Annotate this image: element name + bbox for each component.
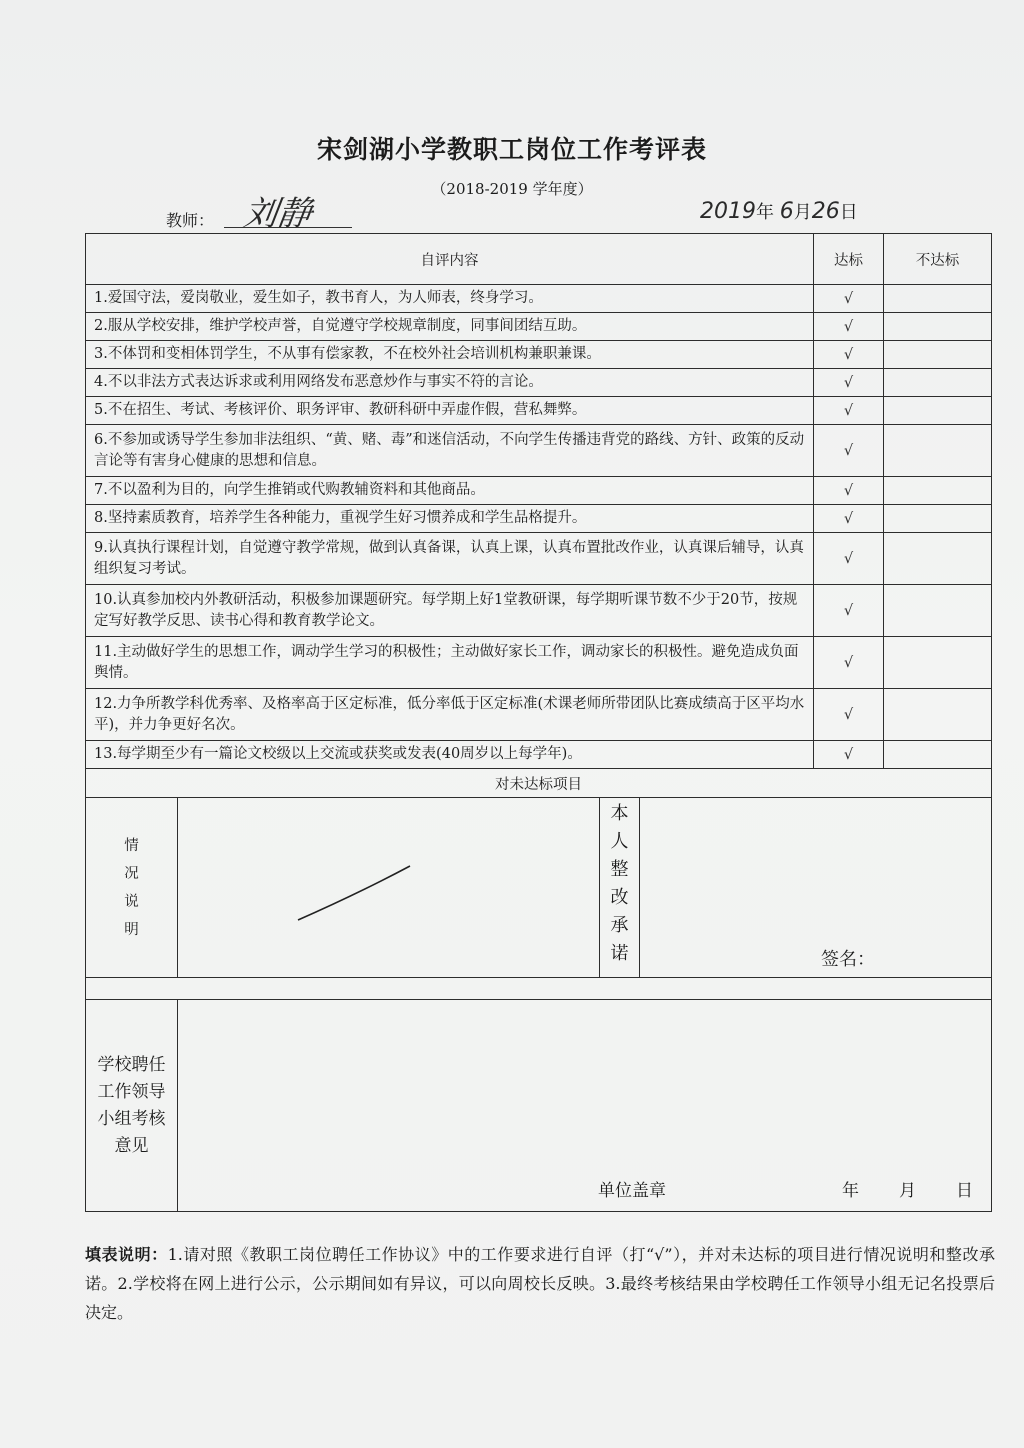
opinion-month: 月 bbox=[899, 1181, 916, 1201]
fail-cell bbox=[884, 477, 992, 505]
item-text: 5.不在招生、考试、考核评价、职务评审、教研科研中弄虚作假，营私舞弊。 bbox=[86, 397, 814, 425]
header-fail: 不达标 bbox=[884, 234, 992, 285]
date-year: 2019 bbox=[700, 199, 756, 224]
opinion-date bbox=[802, 1176, 973, 1201]
commitment-label-text: 本人整改承诺 bbox=[610, 803, 629, 964]
check-mark: √ bbox=[814, 585, 884, 637]
notes-text: 1.请对照《教职工岗位聘任工作协议》中的工作要求进行自评（打“√”），并对未达标的项目进行情况说明和整改承诺。2.学校将在网上进行公示，公示期间如有异议，可以向周校长反映。3.最终考核结果由学校聘任工作领导小组无记名投票后决定。 bbox=[85, 1245, 995, 1322]
school-year: （2018-2019 学年度） bbox=[431, 180, 593, 198]
situation-content bbox=[178, 798, 600, 978]
fail-cell bbox=[884, 313, 992, 341]
item-text: 6.不参加或诱导学生参加非法组织、“黄、赌、毒”和迷信活动，不向学生传播违背党的路线、方针、政策的反动言论等有害身心健康的思想和信息。 bbox=[86, 425, 814, 477]
fail-cell bbox=[884, 285, 992, 313]
table-row bbox=[86, 637, 992, 689]
table-row bbox=[86, 425, 992, 477]
form-title: 宋剑湖小学教职工岗位工作考评表 bbox=[316, 135, 707, 164]
notes-label: 填表说明： bbox=[85, 1245, 168, 1264]
opinion-day: 日 bbox=[956, 1181, 973, 1201]
commitment-label bbox=[600, 798, 640, 977]
check-mark: √ bbox=[814, 533, 884, 585]
unmet-title: 对未达标项目 bbox=[86, 769, 992, 798]
table-row bbox=[86, 313, 992, 341]
spacer-row bbox=[86, 978, 992, 1000]
date-month: 6 bbox=[779, 199, 794, 224]
item-text: 8.坚持素质教育，培养学生各种能力，重视学生好习惯养成和学生品格提升。 bbox=[86, 505, 814, 533]
item-text: 1.爱国守法，爱岗敬业，爱生如子，教书育人，为人师表，终身学习。 bbox=[86, 285, 814, 313]
check-mark: √ bbox=[814, 341, 884, 369]
date-day-unit: 日 bbox=[839, 202, 858, 223]
item-text: 11.主动做好学生的思想工作，调动学生学习的积极性；主动做好家长工作，调动家长的积极性。避免造成负面舆情。 bbox=[86, 637, 814, 689]
fail-cell bbox=[884, 369, 992, 397]
leader-opinion-cell bbox=[178, 1000, 992, 1212]
leader-label bbox=[86, 1000, 178, 1212]
check-mark: √ bbox=[814, 741, 884, 769]
check-mark: √ bbox=[814, 505, 884, 533]
item-text: 10.认真参加校内外教研活动，积极参加课题研究。每学期上好1堂教研课，每学期听课节数不少于20节，按规定写好教学反思、读书心得和教育教学论文。 bbox=[86, 585, 814, 637]
check-mark: √ bbox=[814, 425, 884, 477]
fail-cell bbox=[884, 637, 992, 689]
item-text: 4.不以非法方式表达诉求或利用网络发布恶意炒作与事实不符的言论。 bbox=[86, 369, 814, 397]
table-row bbox=[86, 341, 992, 369]
table-row bbox=[86, 397, 992, 425]
fail-cell bbox=[884, 689, 992, 741]
evaluation-table bbox=[85, 233, 992, 1212]
leader-row bbox=[86, 1000, 992, 1212]
table-row bbox=[86, 505, 992, 533]
form-date bbox=[700, 198, 858, 224]
item-text: 7.不以盈利为目的，向学生推销或代购教辅资料和其他商品。 bbox=[86, 477, 814, 505]
item-text: 9.认真执行课程计划，自觉遵守教学常规，做到认真备课，认真上课，认真布置批改作业，认真课后辅导，认真组织复习考试。 bbox=[86, 533, 814, 585]
header-content: 自评内容 bbox=[86, 234, 814, 285]
item-text: 12.力争所教学科优秀率、及格率高于区定标准，低分率低于区定标准(术课老师所带团队比赛成绩高于区平均水平)，并力争更好名次。 bbox=[86, 689, 814, 741]
fail-cell bbox=[884, 505, 992, 533]
table-row bbox=[86, 741, 992, 769]
fill-instructions bbox=[85, 1240, 995, 1327]
check-mark: √ bbox=[814, 637, 884, 689]
date-month-unit: 月 bbox=[793, 202, 812, 223]
commitment-cell bbox=[600, 798, 992, 978]
check-mark: √ bbox=[814, 285, 884, 313]
check-mark: √ bbox=[814, 477, 884, 505]
leader-label-text: 学校聘任工作领导小组考核意见 bbox=[97, 1054, 166, 1156]
table-row bbox=[86, 585, 992, 637]
opinion-year: 年 bbox=[842, 1181, 859, 1201]
situation-label bbox=[86, 798, 178, 978]
table-row bbox=[86, 369, 992, 397]
check-mark: √ bbox=[814, 313, 884, 341]
item-text: 13.每学期至少有一篇论文校级以上交流或获奖或发表(40周岁以上每学年)。 bbox=[86, 741, 814, 769]
table-header-row bbox=[86, 234, 992, 285]
fail-cell bbox=[884, 741, 992, 769]
fail-cell bbox=[884, 425, 992, 477]
unmet-title-row bbox=[86, 769, 992, 798]
date-day: 26 bbox=[811, 199, 840, 224]
situation-row bbox=[86, 798, 992, 978]
fail-cell bbox=[884, 585, 992, 637]
check-mark: √ bbox=[814, 369, 884, 397]
fail-cell bbox=[884, 341, 992, 369]
fail-cell bbox=[884, 533, 992, 585]
table-row bbox=[86, 533, 992, 585]
date-year-unit: 年 bbox=[756, 202, 774, 223]
check-mark: √ bbox=[814, 689, 884, 741]
spacer-cell bbox=[86, 978, 992, 1000]
item-text: 3.不体罚和变相体罚学生，不从事有偿家教，不在校外社会培训机构兼职兼课。 bbox=[86, 341, 814, 369]
check-mark: √ bbox=[814, 397, 884, 425]
teacher-label: 教师： bbox=[166, 211, 215, 230]
table-row bbox=[86, 285, 992, 313]
header-pass: 达标 bbox=[814, 234, 884, 285]
teacher-name-handwritten: 刘静 bbox=[240, 194, 315, 234]
situation-label-text: 情况说明 bbox=[124, 837, 139, 938]
item-text: 2.服从学校安排，维护学校声誉，自觉遵守学校规章制度，同事间团结互助。 bbox=[86, 313, 814, 341]
strike-line bbox=[178, 798, 598, 978]
table-row bbox=[86, 689, 992, 741]
fail-cell bbox=[884, 397, 992, 425]
signature-label: 签名： bbox=[821, 949, 875, 970]
seal-label: 单位盖章 bbox=[598, 1181, 666, 1201]
table-row bbox=[86, 477, 992, 505]
